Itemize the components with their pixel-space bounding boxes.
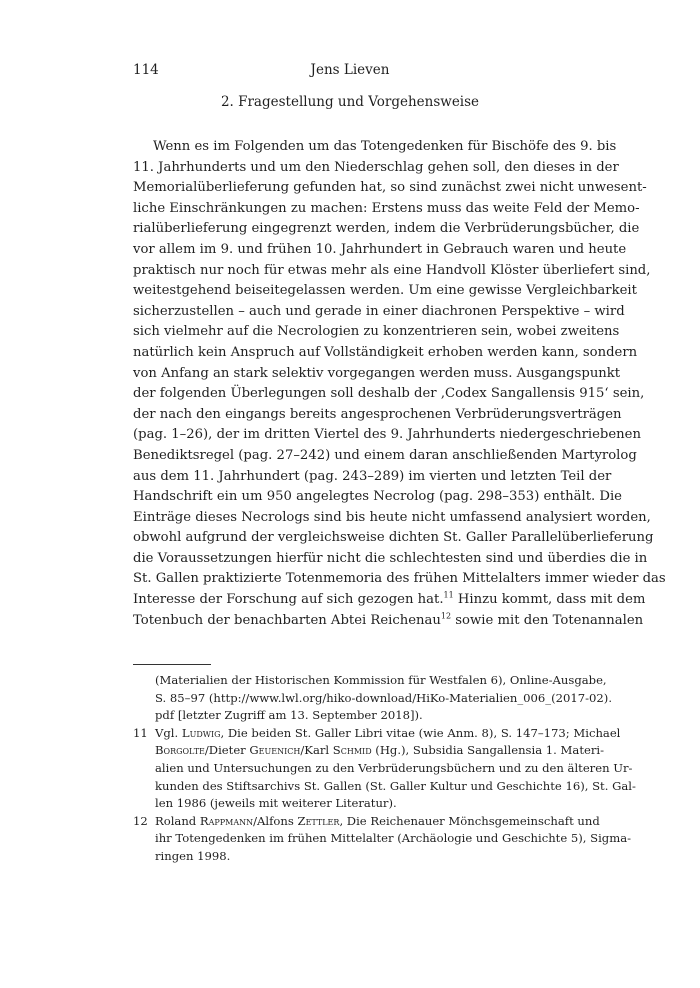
- author-name: Ludwig: [181, 725, 221, 740]
- footnote-11-number: 11: [133, 725, 148, 740]
- body-line: sich vielmehr auf die Necrologien zu konzentrieren sein, wobei zweitens: [133, 324, 620, 340]
- body-line: (pag. 1–26), der im dritten Viertel des 9. Jahrhunderts niedergeschriebenen: [133, 427, 641, 443]
- body-line: die Voraussetzungen hierfür nicht die schlechtesten sind und überdies die in: [133, 550, 648, 566]
- text-run: sowie mit den Totenannalen: [451, 612, 644, 628]
- footnotes: [133, 672, 636, 866]
- text-run: Vgl.: [155, 725, 182, 740]
- running-head: Jens Lieven: [310, 62, 390, 78]
- body-line: weitestgehend beiseitegelassen werden. Um eine gewisse Vergleichbarkeit: [133, 283, 637, 299]
- author-name: Geuenich: [249, 743, 301, 758]
- body-line: von Anfang an stark selektiv vorgegangen werden muss. Ausgangspunkt: [133, 365, 621, 381]
- author-name: Schmid: [332, 743, 372, 758]
- footnote-12-line: ihr Totengedenken im frühen Mittelalter (Archäologie und Geschichte 5), Sigma-: [155, 831, 632, 846]
- body-line: [133, 590, 646, 611]
- footnote-ref-12[interactable]: 12: [440, 611, 452, 621]
- text-run: /Alfons: [253, 813, 298, 828]
- section-heading: 2. Fragestellung und Vorgehensweise: [220, 94, 480, 110]
- body-line: Wenn es im Folgenden um das Totengedenken für Bischöfe des 9. bis: [153, 139, 617, 154]
- footnote-12-number: 12: [133, 813, 148, 828]
- footnote-12-line: ringen 1998.: [155, 848, 231, 863]
- footnote-11-line: [133, 725, 621, 743]
- footnote-continuation-line: (Materialien der Historischen Kommission für Westfalen 6), Online-Ausgabe,: [155, 673, 607, 687]
- body-line: rialüberlieferung eingegrenzt werden, indem die Verbrüderungsbücher, die: [133, 221, 640, 237]
- body-line: der folgenden Überlegungen soll deshalb der ‚Codex Sangallensis 915‘ sein,: [133, 386, 645, 402]
- body-line: Benediktsregel (pag. 27–242) und einem daran anschließenden Martyrolog: [133, 447, 637, 463]
- body-line: 11. Jahrhunderts und um den Niederschlag gehen soll, den dieses in der: [133, 159, 619, 175]
- author-name: Rappmann: [199, 813, 254, 828]
- footnote-11-line: alien und Untersuchungen zu den Verbrüderungsbüchern und zu den älteren Ur-: [155, 760, 633, 775]
- body-line: St. Gallen praktizierte Totenmemoria des frühen Mittelalters immer wieder das: [133, 571, 666, 587]
- body-line: natürlich kein Anspruch auf Vollständigkeit erhoben werden kann, sondern: [133, 344, 638, 360]
- body-line: Einträge dieses Necrologs sind bis heute nicht umfassend analysiert worden,: [133, 509, 651, 525]
- text-run: Hinzu kommt, dass mit dem: [453, 592, 646, 608]
- body-line: Memorialüberlieferung gefunden hat, so sind zunächst zwei nicht unwesent-: [133, 180, 647, 196]
- text-run: Roland: [155, 813, 200, 828]
- body-line: Handschrift ein um 950 angelegtes Necrolog (pag. 298–353) enthält. Die: [133, 489, 622, 505]
- body-line: obwohl aufgrund der vergleichsweise dichten St. Galler Parallelüberlieferung: [133, 530, 654, 546]
- text-run: /Dieter: [204, 743, 250, 758]
- footnote-12-line: [133, 813, 600, 831]
- body-line: aus dem 11. Jahrhundert (pag. 243–289) im vierten und letzten Teil der: [133, 468, 612, 484]
- body-text: [133, 137, 666, 631]
- footnote-11-line: kunden des Stiftsarchivs St. Gallen (St. Galler Kultur und Geschichte 16), St. Gal-: [155, 778, 636, 793]
- text-run: Interesse der Forschung auf sich gezogen hat.: [133, 592, 444, 608]
- footnote-continuation-line: S. 85–97 (http://www.lwl.org/hiko-download/HiKo-Materialien_006_(2017-02).: [155, 690, 613, 705]
- body-line: praktisch nur noch für etwas mehr als eine Handvoll Klöster überliefert sind,: [133, 262, 651, 278]
- author-name: Zettler: [297, 813, 340, 828]
- text-run: Totenbuch der benachbarten Abtei Reichenau: [133, 612, 441, 628]
- footnote-continuation-line: pdf [letzter Zugriff am 13. September 2018]).: [155, 708, 423, 723]
- footnote-11-line: len 1986 (jeweils mit weiterer Literatur).: [155, 796, 397, 811]
- text-run: /Karl: [300, 743, 333, 758]
- footnote-11-line: [133, 742, 605, 760]
- page-number: 114: [133, 62, 159, 78]
- text-run: , Die beiden St. Galler Libri vitae (wie Anm. 8), S. 147–173; Michael: [220, 725, 621, 740]
- body-line: liche Einschränkungen zu machen: Erstens muss das weite Feld der Memo-: [133, 200, 640, 216]
- body-line: [133, 611, 644, 632]
- footnote-ref-11[interactable]: 11: [443, 590, 454, 600]
- body-line: vor allem im 9. und frühen 10. Jahrhundert in Gebrauch waren und heute: [133, 241, 627, 257]
- footnote-divider: [133, 664, 211, 665]
- author-name: Borgolte: [155, 743, 205, 758]
- body-line: der nach den eingangs bereits angesprochenen Verbrüderungsverträgen: [133, 406, 622, 422]
- text-run: , Die Reichenauer Mönchsgemeinschaft und: [339, 813, 600, 828]
- text-run: (Hg.), Subsidia Sangallensia 1. Materi-: [371, 743, 605, 758]
- body-line: sicherzustellen – auch und gerade in einer diachronen Perspektive – wird: [133, 303, 625, 319]
